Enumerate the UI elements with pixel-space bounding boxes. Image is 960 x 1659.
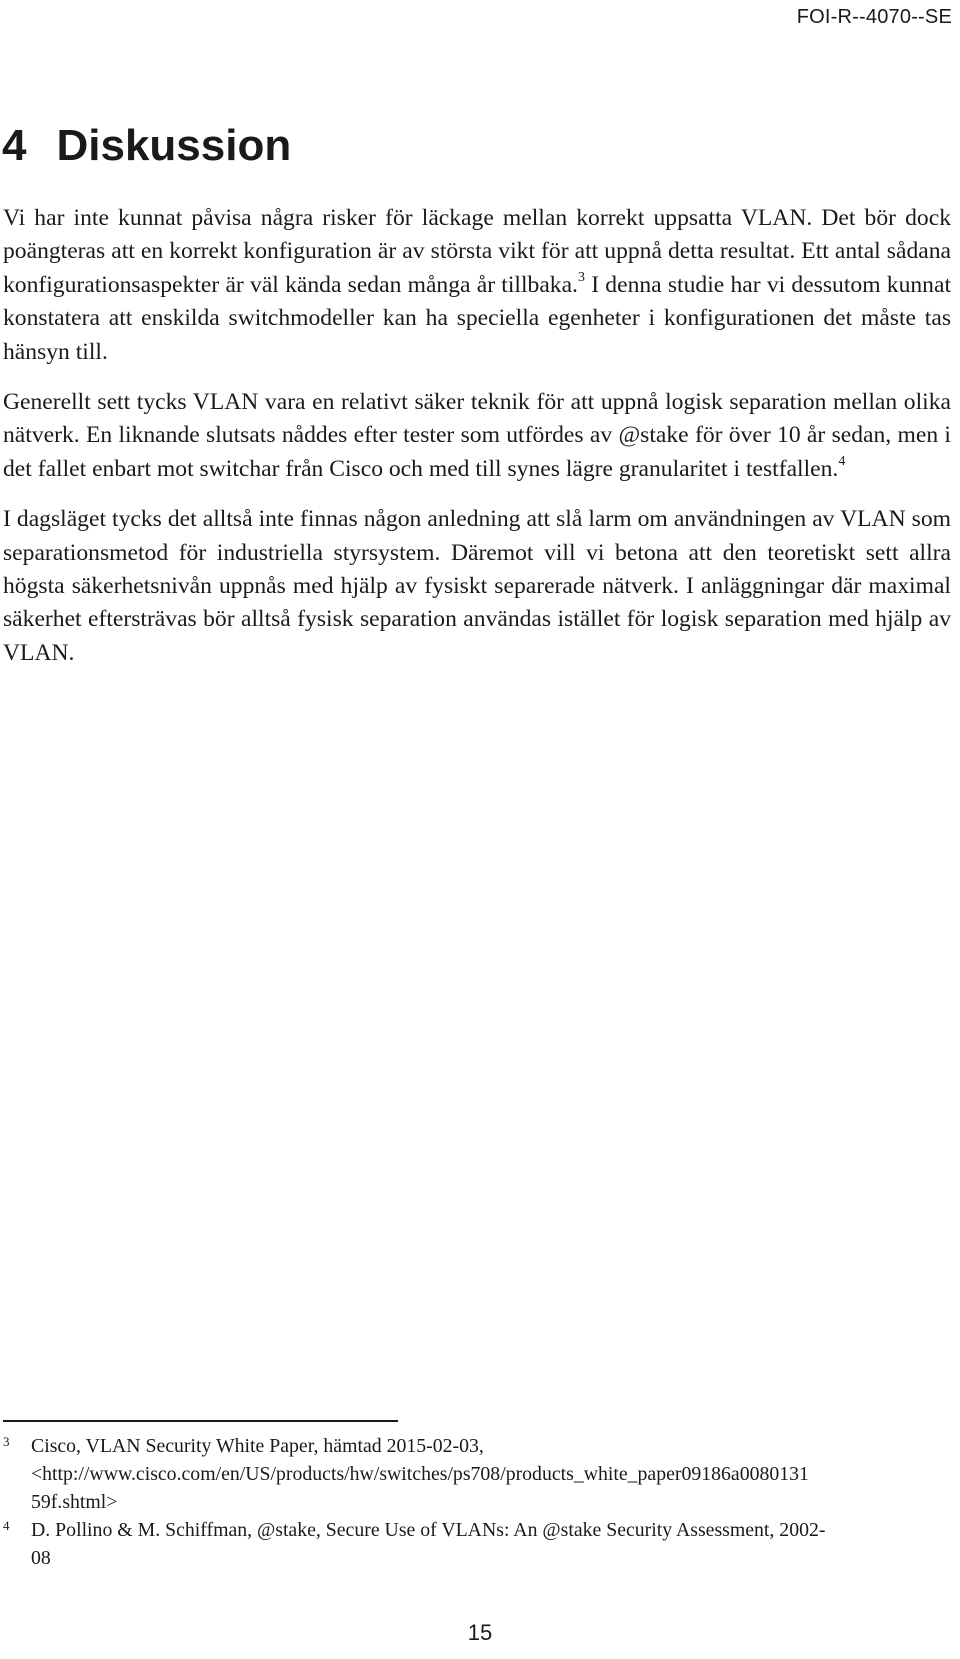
footnote-mark: 3 [3, 1434, 10, 1449]
footnote-url-cont[interactable]: 59f.shtml> [31, 1491, 118, 1513]
footnote-divider [3, 1420, 398, 1422]
paragraph-1-tail: I denna studie har vi dessutom kunnat konstatera att enskilda switchmodeller kan ha speciella egenheter i konfigurationen det måste tas hänsyn till. [3, 271, 951, 365]
section-number: 4 [2, 121, 27, 170]
section-title: Diskussion [56, 121, 292, 170]
footnote-line-cont: 08 [31, 1547, 51, 1569]
body-text [3, 202, 951, 687]
footnote-line: D. Pollino & M. Schiffman, @stake, Secure Use of VLANs: An @stake Security Assessment, 2002- [31, 1519, 826, 1541]
footnotes [3, 1432, 953, 1572]
footnote-ref-3[interactable]: 3 [577, 269, 585, 285]
document-id: FOI-R--4070--SE [796, 6, 952, 28]
paragraph-1 [3, 202, 951, 369]
footnote-mark: 4 [3, 1518, 10, 1533]
footnote-4 [3, 1516, 953, 1572]
paragraph-3-text: I dagsläget tycks det alltså inte finnas någon anledning att slå larm om användningen av VLAN som separationsmetod för industriella styrsystem. Däremot vill vi betona att den teoretiskt sett allra högsta säkerhetsnivån uppnås med hjälp av fysiskt separerade nätverk. I anläggningar där maximal säkerhet eftersträvas bör alltså fysisk separation användas istället för logisk separation med hjälp av VLAN. [3, 506, 951, 666]
paragraph-2 [3, 386, 951, 486]
footnote-3 [3, 1432, 953, 1516]
footnote-ref-4[interactable]: 4 [838, 453, 846, 469]
section-heading [2, 121, 292, 170]
footnote-url[interactable]: <http://www.cisco.com/en/US/products/hw/switches/ps708/products_white_paper09186a0080131 [31, 1463, 809, 1485]
footnote-line: Cisco, VLAN Security White Paper, hämtad 2015-02-03, [31, 1435, 484, 1457]
paragraph-1-text: Vi har inte kunnat påvisa några risker för läckage mellan korrekt uppsatta VLAN. Det bör dock poängteras att en korrekt konfiguration är av största vikt för att uppnå detta resultat. Ett antal sådana konfigurationsaspekter är väl kända sedan många år tillbaka. [3, 205, 951, 298]
page-number: 15 [467, 1620, 493, 1645]
paragraph-3 [3, 503, 951, 670]
paragraph-2-text: Generellt sett tycks VLAN vara en relativt säker teknik för att uppnå logisk separation mellan olika nätverk. En liknande slutsats nåddes efter tester som utfördes av @stake för över 10 år sedan, men i det fallet enbart mot switchar från Cisco och med till synes lägre granularitet i testfallen. [3, 389, 951, 482]
